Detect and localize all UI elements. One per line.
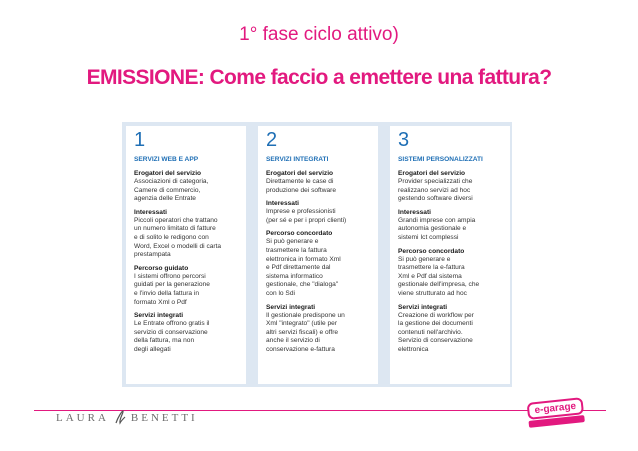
card-section [134, 312, 242, 354]
section-text-line: trasmettere la e-fattura [398, 264, 465, 272]
card-custom-systems [390, 126, 510, 384]
infographic-panel [122, 122, 512, 387]
section-text-line: sistema informatico [266, 272, 323, 280]
section-text-line: Grandi imprese con ampia [398, 216, 476, 224]
section-text-line: un numero limitato di fatture [134, 225, 216, 233]
slide-headline: EMISSIONE: Come faccio a emettere una fattura? [86, 66, 552, 89]
section-text-line: Camere di commercio, [134, 186, 201, 194]
section-text-line: gestendo software diversi [398, 195, 473, 203]
card-section [398, 248, 506, 299]
section-text-line: elettronica in formato Xml [266, 255, 341, 263]
logo-text-first: LAURA [56, 412, 109, 424]
section-text-line: guidati per la generazione [134, 281, 210, 289]
card-section [266, 304, 374, 355]
slide-subtitle: 1° fase ciclo attivo) [239, 24, 399, 45]
section-text-line: la gestione dei documenti [398, 320, 473, 328]
section-heading: Erogatori del servizio [266, 170, 334, 177]
section-text-line: Xml "integrato" (utile per [266, 320, 338, 328]
card-section [398, 304, 506, 355]
section-text-line: e di solito le redigono con [134, 233, 209, 241]
laura-benetti-logo [54, 408, 200, 424]
section-text-line: I sistemi offrono percorsi [134, 272, 206, 280]
section-text-line: degli allegati [134, 345, 171, 353]
section-text-line: viene strutturato ad hoc [398, 289, 467, 297]
section-text-line: Imprese e professionisti [266, 208, 336, 216]
section-text-line: servizio di conservazione [134, 328, 208, 336]
section-text-line: della fattura, ma non [134, 337, 195, 345]
section-text-line: Si può generare e [398, 255, 451, 263]
section-text-line: autonomia gestionale e [398, 225, 467, 233]
section-text-line: gestionale dell'impresa, che [398, 281, 480, 289]
section-heading: Servizi integrati [134, 312, 184, 320]
card-sections [134, 170, 242, 360]
section-heading: Servizi integrati [398, 303, 448, 311]
card-web-app [126, 126, 246, 384]
card-number: 3 [398, 129, 410, 151]
section-text-line: sistemi Ict complessi [398, 233, 459, 241]
section-text-line: Si può generare e [266, 238, 319, 246]
card-title: SISTEMI PERSONALIZZATI [398, 156, 483, 163]
section-text-line: Il gestionale predispone un [266, 311, 345, 319]
egarage-logo [527, 397, 586, 433]
card-section [266, 230, 374, 298]
card-number: 2 [266, 129, 278, 151]
card-title: SERVIZI WEB E APP [134, 156, 199, 163]
section-text-line: elettronica [398, 345, 429, 353]
section-text-line: anche il servizio di [266, 337, 320, 345]
section-text-line: agenzia delle Entrate [134, 195, 196, 203]
section-text-line: Word, Excel o modelli di carta [134, 242, 222, 250]
section-text-line: Piccoli operatori che trattano [134, 216, 218, 224]
signature-mark-icon [113, 409, 127, 425]
section-text-line: trasmettere la fattura [266, 246, 327, 254]
section-text-line: Creazione di workflow per [398, 311, 474, 319]
section-text-line: con lo Sdi [266, 289, 295, 297]
card-section [134, 209, 242, 260]
section-text-line: e l'invio della fattura in [134, 289, 200, 297]
section-text-line: prestampata [134, 251, 171, 259]
section-text-line: realizzano servizi ad hoc [398, 186, 471, 194]
section-heading: Servizi integrati [266, 303, 316, 311]
section-text-line: formato Xml o Pdf [134, 298, 187, 306]
section-text-line: Xml e Pdf dal sistema [398, 272, 462, 280]
card-sections [266, 170, 374, 360]
section-heading: Percorso concordato [398, 247, 465, 255]
section-heading: Percorso concordato [266, 230, 333, 238]
section-heading: Interessati [398, 208, 431, 216]
card-section [266, 200, 374, 225]
section-text-line: e Pdf direttamente dal [266, 264, 331, 272]
card-sections [398, 170, 506, 360]
logo-text-second: BENETTI [130, 412, 198, 424]
section-text-line: Direttamente le case di [266, 178, 334, 185]
card-section [134, 170, 242, 204]
section-heading: Interessati [134, 208, 167, 216]
card-number: 1 [134, 129, 146, 151]
card-section [134, 265, 242, 307]
section-text-line: gestionale, che "dialoga" [266, 281, 339, 289]
section-text-line: Servizio di conservazione [398, 337, 473, 345]
card-section [266, 170, 374, 195]
section-heading: Erogatori del servizio [398, 170, 466, 177]
card-section [398, 209, 506, 243]
section-text-line: produzione dei software [266, 186, 337, 194]
card-section [398, 170, 506, 204]
section-text-line: Provider specializzati che [398, 178, 473, 185]
card-integrated-services [258, 126, 378, 384]
section-text-line: contenuti nell'archivio. [398, 328, 463, 336]
card-title: SERVIZI INTEGRATI [266, 156, 329, 163]
section-text-line: (per sé e per i propri clienti) [266, 216, 347, 224]
section-text-line: altri servizi fiscali) e offre [266, 328, 339, 336]
section-heading: Interessati [266, 200, 299, 208]
section-text-line: Associazioni di categoria, [134, 178, 209, 185]
section-text-line: Le Entrate offrono gratis il [134, 320, 210, 328]
section-text-line: conservazione e-fattura [266, 345, 335, 353]
egarage-logo-text: e-garage [527, 397, 584, 420]
section-heading: Erogatori del servizio [134, 170, 202, 177]
section-heading: Percorso guidato [134, 264, 189, 272]
